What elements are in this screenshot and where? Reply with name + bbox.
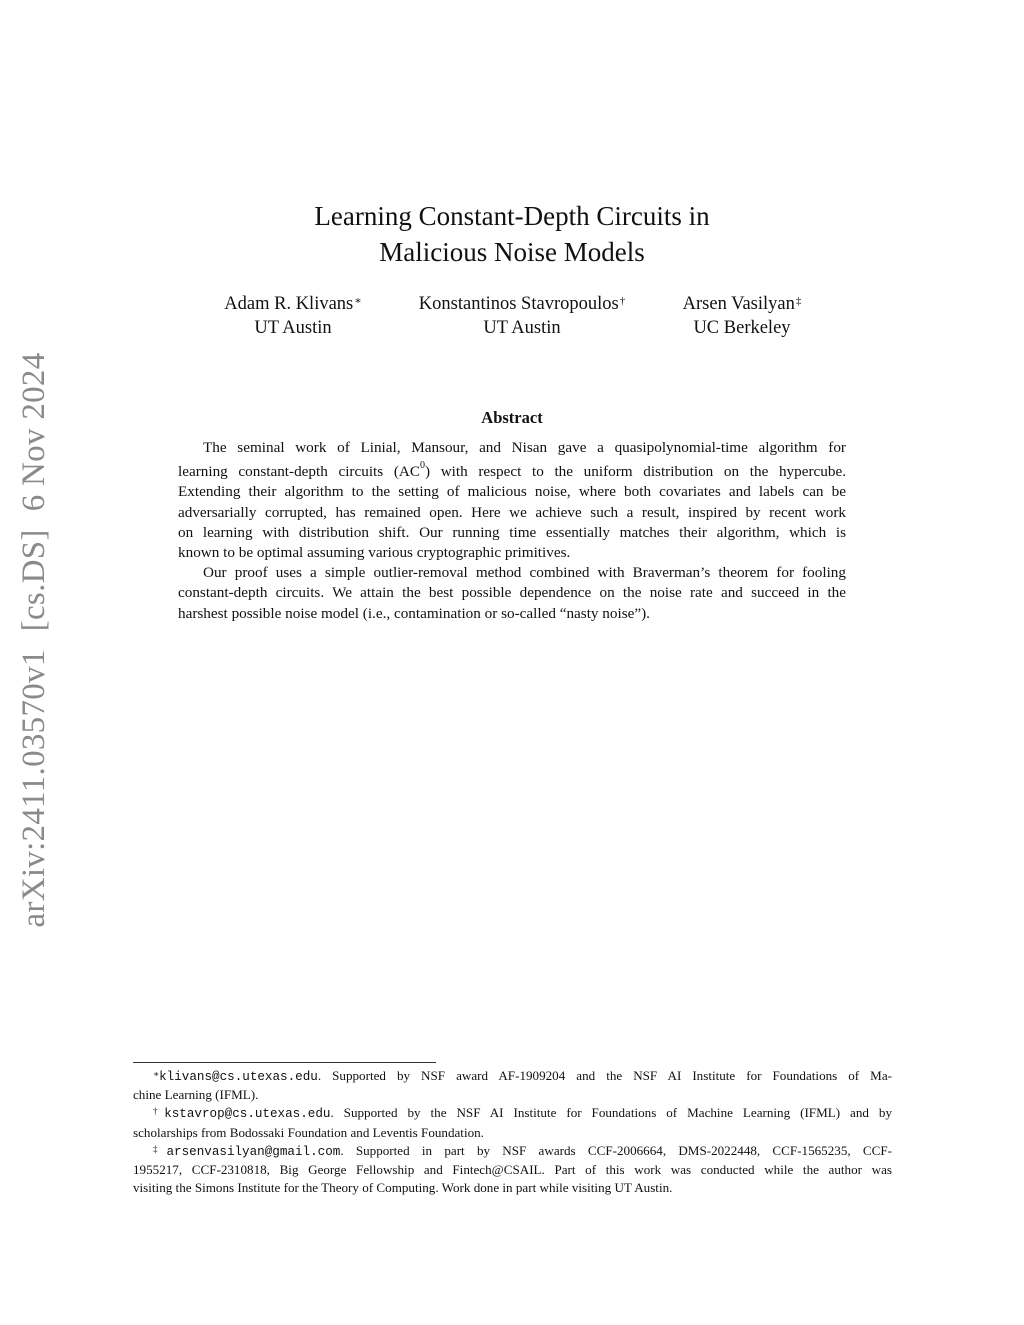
paper-title-line-2: Malicious Noise Models bbox=[379, 237, 645, 267]
footnote-line: scholarships from Bodossaki Foundation and Leventis Foundation. bbox=[133, 1124, 484, 1140]
author-affiliation: UC Berkeley bbox=[693, 318, 791, 338]
author-affiliation: UT Austin bbox=[483, 318, 561, 338]
arxiv-date: 6 Nov 2024 bbox=[16, 352, 52, 512]
abstract-body bbox=[178, 438, 846, 624]
arxiv-identifier-stamp bbox=[14, 340, 54, 940]
footnote-line: ‡arsenvasilyan@gmail.com. Supported in part by NSF awards CCF-2006664, DMS-2022448, CCF-1565235, CCF- bbox=[153, 1142, 893, 1159]
footnotes bbox=[133, 1067, 892, 1197]
footnote-email[interactable]: arsenvasilyan@gmail.com bbox=[166, 1144, 341, 1159]
abstract-line: Extending their algorithm to the setting of malicious noise, where both covariates and labels can be bbox=[178, 483, 846, 501]
abstract-paragraph-2 bbox=[178, 563, 846, 624]
abstract-line: known to be optimal assuming various cryptographic primitives. bbox=[178, 544, 571, 562]
author-footnote-mark: ∗ bbox=[354, 295, 362, 307]
abstract-line: learning constant-depth circuits $(AC^0)$ with respect to the uniform distribution on the hypercube. bbox=[178, 460, 847, 481]
author-name: Adam R. Klivans bbox=[224, 294, 354, 314]
author-block bbox=[392, 292, 652, 340]
author-name: Konstantinos Stavropoulos bbox=[418, 294, 619, 314]
footnote-line: visiting the Simons Institute for the Theory of Computing. Work done in part while visiting UT Austin. bbox=[133, 1180, 673, 1196]
superscript-zero: 0 bbox=[419, 460, 425, 472]
footnote-2 bbox=[133, 1104, 892, 1141]
author-block bbox=[656, 292, 828, 340]
footnote-line: †kstavrop@cs.utexas.edu. Supported by the NSF AI Institute for Foundations of Machine Learning (IFML) and by bbox=[153, 1105, 892, 1122]
footnote-mark: ∗ bbox=[153, 1069, 160, 1079]
arxiv-category: [cs.DS] bbox=[16, 529, 52, 632]
author-affiliation: UT Austin bbox=[254, 318, 332, 338]
author-name: Arsen Vasilyan bbox=[682, 294, 795, 314]
footnote-3 bbox=[133, 1142, 892, 1198]
author-block bbox=[193, 292, 393, 340]
abstract-line: constant-depth circuits. We attain the best possible dependence on the noise rate and succeed in the bbox=[178, 584, 846, 602]
footnote-mark: † bbox=[153, 1106, 165, 1117]
abstract-paragraph-1 bbox=[178, 438, 846, 563]
paper-title-line-1: Learning Constant-Depth Circuits in bbox=[314, 201, 710, 231]
footnote-line: chine Learning (IFML). bbox=[133, 1087, 259, 1103]
footnote-email[interactable]: klivans@cs.utexas.edu bbox=[159, 1070, 318, 1084]
abstract-line: The seminal work of Linial, Mansour, and Nisan gave a quasipolynomial-time algorithm for bbox=[203, 439, 846, 456]
footnote-email[interactable]: kstavrop@cs.utexas.edu bbox=[164, 1107, 331, 1122]
paper-title bbox=[212, 198, 812, 270]
abstract-line: adversarially corrupted, has remained open. Here we achieve such a result, inspired by recent work bbox=[178, 503, 846, 521]
abstract-line: on learning with distribution shift. Our running time essentially matches their algorithm, which is bbox=[178, 523, 846, 541]
footnote-1 bbox=[133, 1067, 892, 1104]
footnote-divider bbox=[133, 1062, 436, 1063]
abstract-heading: Abstract bbox=[481, 408, 543, 427]
abstract-line: Our proof uses a simple outlier-removal method combined with Braverman’s theorem for fooling bbox=[203, 564, 846, 582]
author-footnote-mark: ‡ bbox=[795, 295, 802, 307]
author-footnote-mark: † bbox=[619, 295, 626, 307]
footnote-mark: ‡ bbox=[153, 1143, 167, 1154]
footnote-line: 1955217, CCF-2310818, Big George Fellowship and Fintech@CSAIL. Part of this work was conducted while the author was bbox=[133, 1162, 892, 1178]
footnote-line: ∗klivans@cs.utexas.edu. Supported by NSF award AF-1909204 and the NSF AI Institute for Foundations of Ma- bbox=[153, 1068, 892, 1084]
abstract-line: harshest possible noise model (i.e., contamination or so-called “nasty noise”). bbox=[178, 604, 650, 622]
arxiv-id: arXiv:2411.03570v1 bbox=[16, 649, 52, 928]
